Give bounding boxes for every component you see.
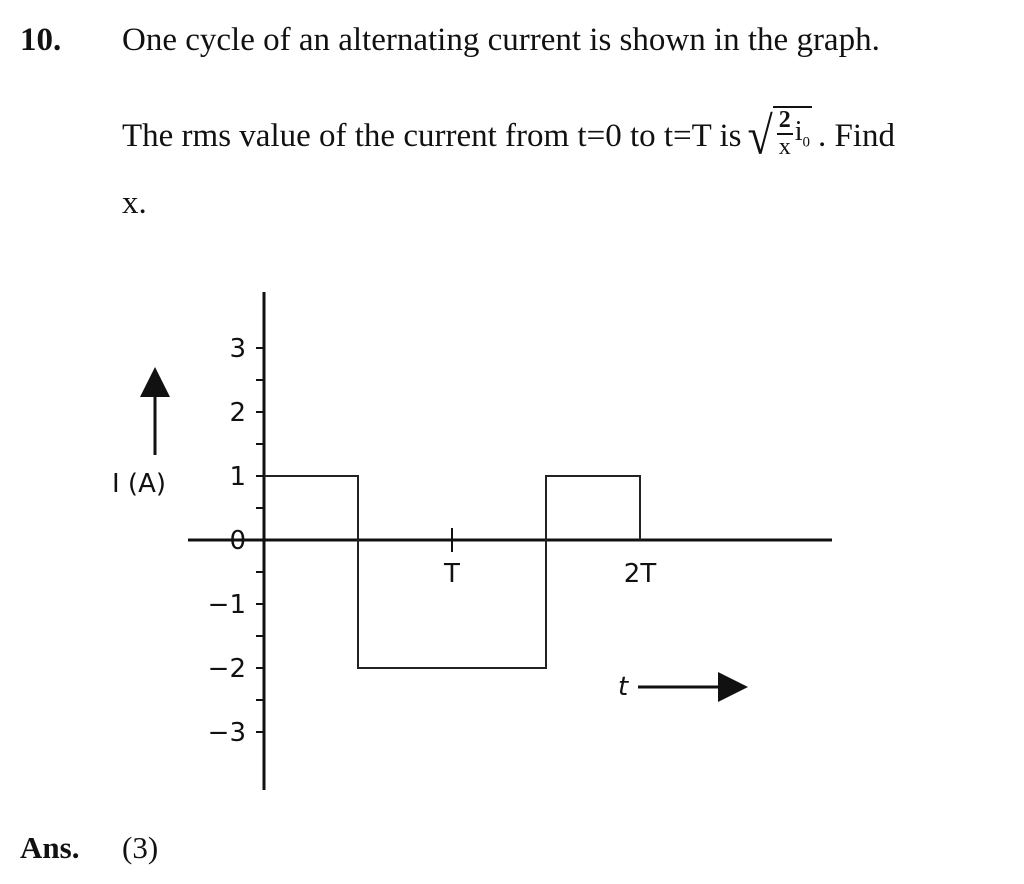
current-subscript: 0	[802, 134, 810, 151]
question-text-line-3: x.	[122, 185, 147, 221]
y-axis-label: I (A)	[112, 469, 167, 499]
y-tick-label: −3	[207, 718, 246, 748]
x-tick-label: T	[444, 559, 460, 589]
current-symbol: $i_0$	[794, 116, 810, 151]
answer-value: (3)	[122, 830, 159, 865]
y-tick-label: 1	[229, 462, 246, 492]
x-axis-label: t	[618, 672, 629, 702]
question-number: 10.	[20, 22, 62, 58]
question-text-line-1: One cycle of an alternating current is shown in the graph.	[122, 22, 880, 58]
question-text-prefix: The rms value of the current from t=0 to t=T is	[122, 117, 742, 154]
x-tick-label: 2T	[623, 559, 657, 589]
y-tick-label: −2	[207, 654, 246, 684]
answer-label: Ans.	[20, 830, 80, 865]
question-text-suffix: . Find	[818, 117, 896, 154]
fraction-numerator: 2	[777, 108, 793, 135]
radical-sign: √	[747, 106, 773, 165]
y-tick-label: −1	[207, 590, 246, 620]
y-tick-label: 0	[229, 526, 246, 556]
y-tick-label: 2	[229, 398, 246, 428]
y-tick-label: 3	[229, 334, 246, 364]
fraction-denominator: x	[778, 134, 791, 161]
